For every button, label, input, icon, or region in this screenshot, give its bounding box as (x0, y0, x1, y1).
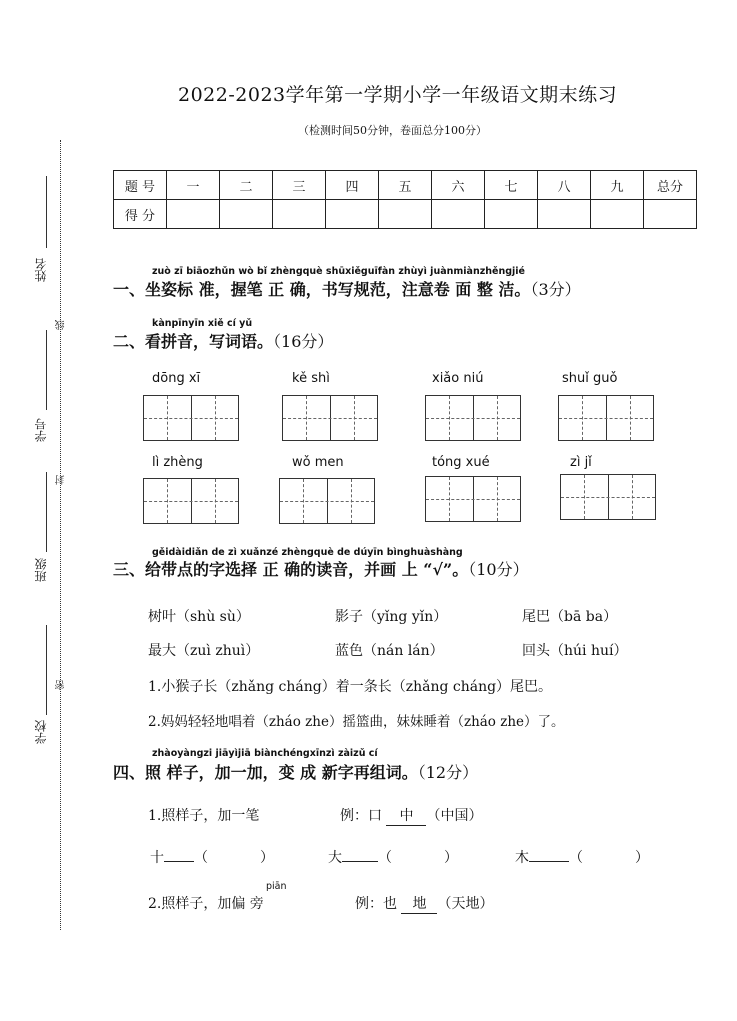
s4-q1-example (340, 805, 482, 826)
s2-score: （16分） (273, 332, 334, 351)
score-cell[interactable] (167, 200, 220, 229)
writing-grid[interactable] (425, 476, 521, 522)
seal-mark-seal: 封 (56, 475, 67, 485)
s4-q1-example-label: 例：口 (340, 808, 382, 824)
seal-mark-secret: 密 (56, 680, 67, 690)
reading-item: 树叶（shù sù） (148, 609, 250, 625)
pinyin-word: tóng xué (432, 455, 490, 470)
writing-grid[interactable] (425, 395, 521, 441)
score-header-cell: 一 (167, 171, 220, 200)
score-cell[interactable] (644, 200, 697, 229)
pinyin-word: lì zhèng (152, 455, 203, 470)
add-stroke-char: 木 (515, 850, 529, 866)
pinyin-word: kě shì (292, 371, 330, 386)
s4-pinyin: zhàoyàngzi jiāyìjiā biànchéngxīnzì zàizǔ cí (152, 748, 378, 759)
add-stroke-char: 十 (150, 850, 164, 866)
score-table-header-row (114, 171, 697, 200)
s4-q2-example-word: （天地） (437, 896, 494, 912)
s4-q1-example-answer: 中 (386, 805, 426, 826)
answer-blank[interactable] (529, 861, 569, 862)
s4-score: （12分） (417, 763, 479, 782)
s3-pinyin: gěidàidiǎn de zì xuǎnzé zhèngquè de dúyīn bìnghuàshàng (152, 547, 463, 558)
pinyin-word: shuǐ guǒ (562, 371, 618, 386)
id-line (46, 330, 47, 410)
score-cell[interactable] (326, 200, 379, 229)
s3-heading (113, 557, 529, 580)
score-row-label: 得 分 (114, 200, 167, 229)
s4-text: 四、照 样子，加一加，变 成 新字再组词。 (113, 763, 418, 782)
margin-label-class: 班级 (34, 558, 48, 582)
reading-item: 蓝色（nán lán） (335, 643, 444, 659)
class-line (46, 472, 47, 552)
answer-blank[interactable] (164, 861, 194, 862)
score-header-cell: 总分 (644, 171, 697, 200)
writing-grid[interactable] (558, 395, 654, 441)
score-table (113, 170, 697, 229)
score-header-cell: 二 (220, 171, 273, 200)
s2-heading (113, 329, 333, 352)
add-stroke-item: 木 （ ） (515, 850, 649, 866)
writing-grid[interactable] (560, 474, 656, 520)
score-table-score-row (114, 200, 697, 229)
page-subtitle: （检测时间50分钟，卷面总分100分） (298, 124, 487, 137)
binding-dotted-line (60, 140, 61, 930)
reading-item: 最大（zuì zhuì） (148, 643, 260, 659)
score-cell[interactable] (273, 200, 326, 229)
s4-heading (113, 760, 478, 783)
reading-item: 影子（yǐng yǐn） (335, 609, 448, 625)
margin-label-id: 学号 (34, 418, 48, 442)
reading-item: 回头（húi huí） (522, 643, 628, 659)
pinyin-word: wǒ men (292, 455, 344, 470)
reading-sentence-2: 2.妈妈轻轻地唱着（zháo zhe）摇篮曲，妹妹睡着（zháo zhe）了。 (148, 714, 565, 730)
pinyin-word: xiǎo niú (432, 371, 484, 386)
s3-text: 三、给带点的字选择 正 确的读音，并画 上 “√”。 (113, 560, 469, 579)
score-header-cell: 九 (591, 171, 644, 200)
s3-score: （10分） (468, 560, 529, 579)
s2-pinyin: kànpīnyīn xiě cí yǔ (152, 318, 253, 329)
margin-label-school: 学校 (34, 720, 48, 744)
add-stroke-char: 大 (328, 850, 342, 866)
score-cell[interactable] (379, 200, 432, 229)
writing-grid[interactable] (143, 395, 239, 441)
score-header-cell: 七 (485, 171, 538, 200)
score-header-cell: 五 (379, 171, 432, 200)
score-header-cell: 六 (432, 171, 485, 200)
s4-q2-example (355, 893, 493, 914)
s1-score: （3分） (530, 280, 581, 299)
reading-item: 尾巴（bā ba） (522, 609, 618, 625)
pinyin-word: dōng xī (152, 371, 201, 386)
score-cell[interactable] (485, 200, 538, 229)
pinyin-word: zì jǐ (570, 455, 592, 470)
s4-q1-example-word: （中国） (426, 808, 483, 824)
s4-q2: 2.照样子，加偏 旁 (148, 896, 264, 912)
score-cell[interactable] (591, 200, 644, 229)
s1-pinyin: zuò zī biāozhǔn wò bǐ zhèngquè shūxiěguīfàn zhùyì juànmiànzhěngjié (152, 266, 525, 277)
score-cell[interactable] (220, 200, 273, 229)
s4-q2-pinyin: piān (266, 881, 287, 892)
score-header-cell: 八 (538, 171, 591, 200)
add-stroke-item: 十 （ ） (150, 850, 274, 866)
name-line (46, 176, 47, 248)
s4-q2-example-label: 例：也 (355, 896, 397, 912)
writing-grid[interactable] (143, 478, 239, 524)
s4-q1: 1.照样子，加一笔 (148, 808, 260, 824)
score-cell[interactable] (538, 200, 591, 229)
school-line (46, 625, 47, 715)
s1-text: 一、坐姿标 准，握笔 正 确，书写规范，注意卷 面 整 洁。 (113, 280, 531, 299)
reading-sentence-1: 1.小猴子长（zhǎng cháng）着一条长（zhǎng cháng）尾巴。 (148, 679, 553, 695)
answer-blank[interactable] (342, 861, 378, 862)
score-header-cell: 四 (326, 171, 379, 200)
s1-heading (113, 277, 581, 300)
margin-label-name: 姓名 (34, 258, 48, 282)
writing-grid[interactable] (279, 478, 375, 524)
writing-grid[interactable] (282, 395, 378, 441)
add-stroke-item: 大 （ ） (328, 850, 458, 866)
score-header-cell: 题 号 (114, 171, 167, 200)
seal-mark-line: 线 (56, 320, 67, 330)
s2-text: 二、看拼音，写词语。 (113, 332, 274, 351)
s4-q2-example-answer: 地 (401, 893, 437, 914)
score-cell[interactable] (432, 200, 485, 229)
page-title: 2022-2023学年第一学期小学一年级语文期末练习 (178, 84, 618, 106)
score-header-cell: 三 (273, 171, 326, 200)
